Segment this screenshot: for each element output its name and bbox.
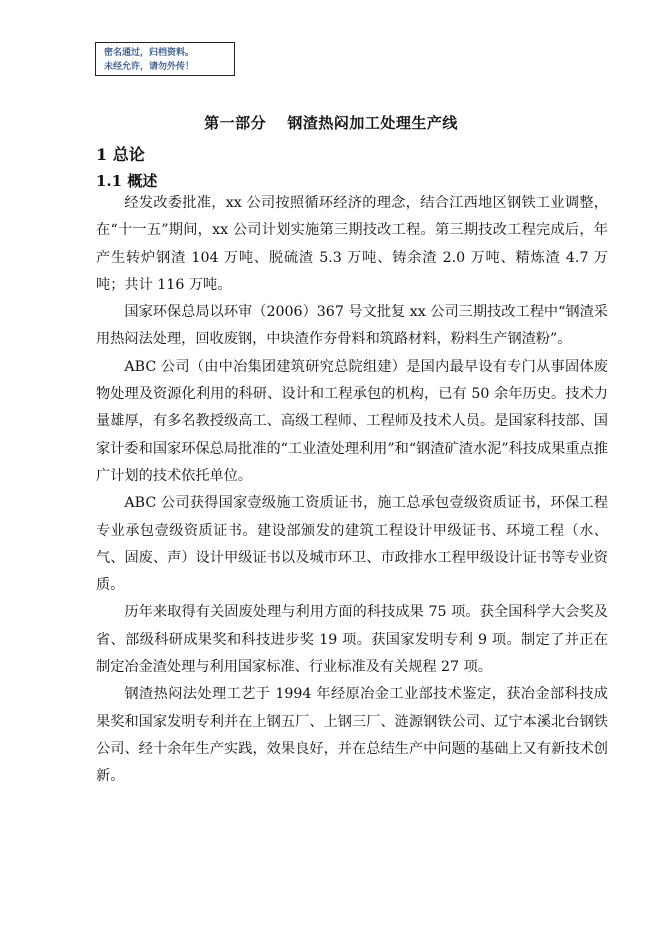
body-text xyxy=(96,190,608,791)
document-title: 第一部分 钢渣热闷加工处理生产线 xyxy=(204,114,458,132)
paragraph: 钢渣热闷法处理工艺于 1994 年经原冶金工业部技术鉴定，获冶金部科技成果奖和国家发明专利并在上钢五厂、上钢三厂、涟源钢铁公司、辽宁本溪北台钢铁公司、经十余年生产实践，效果良好，并在总结生产中问题的基础上又有新技术创新。 xyxy=(96,686,608,785)
confidential-stamp xyxy=(95,42,235,76)
section-heading: 1 总论 xyxy=(96,145,145,164)
paragraph: 经发改委批准，xx 公司按照循环经济的理念，结合江西地区钢铁工业调整，在“十一五”期间，xx 公司计划实施第三期技改工程。第三期技改工程完成后，年产生转炉钢渣 104 万吨、脱硫渣 5.3 万吨、铸余渣 2.0 万吨、精炼渣 4.7 万吨；共计 116 万吨。 xyxy=(96,195,608,293)
stamp-line-1: 密名通过，归档资料。 xyxy=(104,48,195,58)
paragraph: ABC 公司获得国家壹级施工资质证书，施工总承包壹级资质证书，环保工程专业承包壹级资质证书。建设部颁发的建筑工程设计甲级证书、环境工程（水、气、固废、声）设计甲级证书以及城市环卫、市政排水工程甲级设计证书等专业资质。 xyxy=(96,495,608,594)
paragraph: 历年来取得有关固废处理与利用方面的科技成果 75 项。获全国科学大会奖及省、部级科研成果奖和科技进步奖 19 项。获国家发明专利 9 项。制定了并正在制定冶金渣处理与利用国家标准、行业标准及有关规程 27 项。 xyxy=(96,604,608,676)
paragraph: 国家环保总局以环审（2006）367 号文批复 xx 公司三期技改工程中“钢渣采用热闷法处理，回收废钢，中块渣作夯骨料和筑路材料，粉料生产钢渣粉”。 xyxy=(96,304,608,348)
subsection-heading: 1.1 概述 xyxy=(96,172,158,190)
paragraph: ABC 公司（由中冶集团建筑研究总院组建）是国内最早设有专门从事固体废物处理及资源化利用的科研、设计和工程承包的机构，已有 50 余年历史。技术力量雄厚，有多名教授级高工、高级工程师、工程师及技术人员。是国家科技部、国家计委和国家环保总局批准的“工业渣处理利用”和“钢渣矿渣水泥”科技成果重点推广计划的技术依托单位。 xyxy=(96,358,608,484)
stamp-line-2: 未经允许，请勿外传！ xyxy=(104,62,195,72)
